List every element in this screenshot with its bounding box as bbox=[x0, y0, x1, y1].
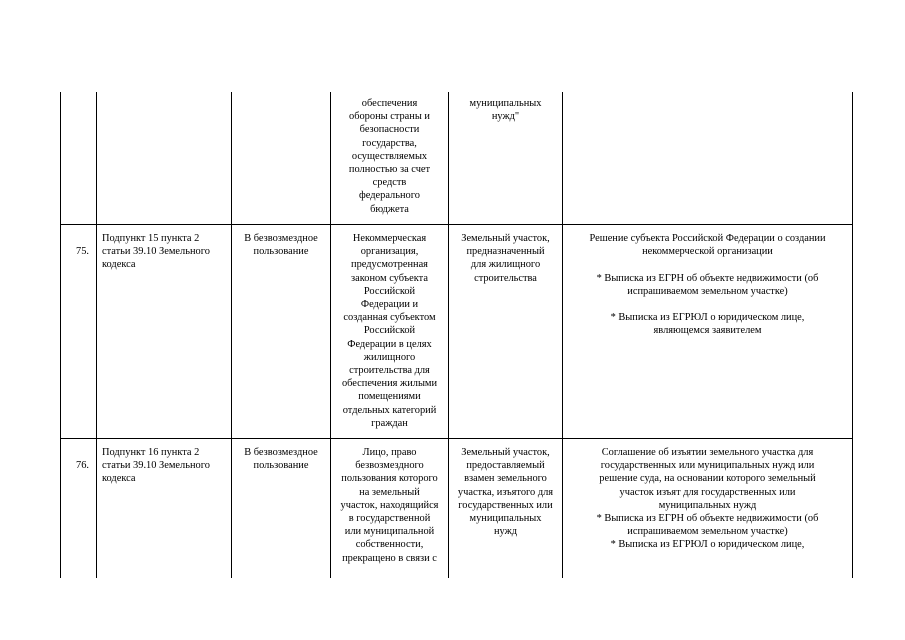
cell-text-line: кодекса bbox=[102, 473, 136, 485]
cell-text-line: * Выписка из ЕГРЮЛ о юридическом лице, bbox=[610, 312, 805, 324]
table-cell-recipient bbox=[331, 446, 448, 565]
cell-text-line: строительства для bbox=[349, 365, 430, 377]
cell-text-line: безвозмездного bbox=[355, 460, 424, 472]
cell-text-line: Российской bbox=[363, 285, 416, 297]
cell-text-line: взамен земельного bbox=[464, 473, 547, 485]
table-cell-documents bbox=[563, 232, 852, 338]
table-cell-number bbox=[61, 232, 89, 258]
cell-text-line: собственности, bbox=[355, 539, 424, 551]
table-border bbox=[60, 92, 61, 578]
table-cell-number bbox=[61, 446, 89, 472]
cell-text-line: предусмотренная bbox=[351, 259, 428, 271]
table-cell-recipient bbox=[331, 97, 448, 216]
cell-text-line: в государственной bbox=[348, 513, 431, 525]
cell-text-line: государства, bbox=[362, 137, 417, 149]
cell-text-line: испрашиваемом земельном участке) bbox=[627, 285, 788, 297]
cell-text-line: обороны страны и bbox=[349, 111, 430, 123]
table-cell-purpose bbox=[449, 97, 562, 123]
cell-text-line: пользование bbox=[253, 246, 309, 258]
table-cell-type bbox=[232, 446, 330, 472]
cell-text-line: созданная субъектом bbox=[343, 312, 436, 324]
cell-text-line: предназначенный bbox=[466, 246, 545, 258]
cell-text-line: нужд" bbox=[491, 111, 520, 123]
table-cell-documents bbox=[563, 446, 852, 552]
cell-text-line: осуществляемых bbox=[351, 150, 428, 162]
cell-text-line: прекращено в связи с bbox=[342, 552, 437, 564]
cell-text-line: государственных или bbox=[458, 499, 553, 511]
cell-text-line: Подпункт 16 пункта 2 bbox=[102, 447, 200, 458]
cell-text-line: муниципальных bbox=[469, 98, 542, 109]
cell-text-line: бюджета bbox=[370, 203, 409, 215]
cell-text-line: Российской bbox=[363, 325, 416, 337]
cell-text-line: или муниципальной bbox=[344, 526, 435, 538]
cell-text-line: Решение субъекта Российской Федерации о создании bbox=[589, 233, 826, 244]
cell-text-line: граждан bbox=[371, 417, 408, 429]
cell-text-line: законом субъекта bbox=[351, 272, 428, 284]
cell-text-line: * Выписка из ЕГРН об объекте недвижимости (об bbox=[596, 272, 819, 284]
table-border bbox=[60, 438, 853, 439]
cell-text-line: статьи 39.10 Земельного bbox=[102, 460, 210, 472]
cell-text-line: являющемся заявителем bbox=[653, 325, 762, 337]
table-border bbox=[852, 92, 853, 578]
cell-text-line: обеспечения жилыми bbox=[341, 378, 438, 390]
cell-text-line: муниципальных bbox=[469, 513, 542, 525]
cell-text-line: испрашиваемом земельном участке) bbox=[627, 526, 788, 538]
cell-text-line: государственных или муниципальных нужд или bbox=[600, 460, 815, 472]
cell-text-line: В безвозмездное bbox=[244, 447, 318, 458]
cell-text-line: пользования которого bbox=[341, 473, 438, 485]
cell-text-line: организация, bbox=[360, 246, 419, 258]
cell-text-line: средств bbox=[372, 177, 407, 189]
cell-text-line: пользование bbox=[253, 460, 309, 472]
table-cell-type bbox=[232, 232, 330, 258]
table-cell-basis bbox=[102, 446, 230, 486]
cell-text-line: В безвозмездное bbox=[244, 233, 318, 244]
cell-text-line: Соглашение об изъятии земельного участка для bbox=[601, 447, 814, 458]
cell-text-line: Лицо, право bbox=[362, 447, 417, 458]
cell-text-line: федерального bbox=[359, 190, 420, 202]
cell-text-line: * Выписка из ЕГРЮЛ о юридическом лице, bbox=[610, 539, 805, 551]
cell-text-line: помещениями bbox=[358, 391, 421, 403]
table-border bbox=[231, 92, 232, 578]
cell-text-line: отдельных категорий bbox=[342, 404, 437, 416]
cell-text-line: на земельный bbox=[359, 486, 420, 498]
cell-text-line: Федерации в целях bbox=[347, 338, 432, 350]
cell-text-line: Подпункт 15 пункта 2 bbox=[102, 233, 200, 244]
cell-text-line: Федерации и bbox=[360, 299, 419, 311]
cell-text-line: муниципальных нужд bbox=[658, 499, 757, 511]
cell-text-line bbox=[563, 258, 852, 271]
table-cell-basis bbox=[102, 232, 230, 272]
cell-text-line bbox=[563, 298, 852, 311]
cell-text-line: жилищного bbox=[363, 351, 416, 363]
cell-text-line: нужд bbox=[493, 526, 518, 538]
cell-text-line: кодекса bbox=[102, 259, 136, 271]
cell-text-line: Некоммерческая bbox=[352, 233, 427, 244]
cell-text-line: обеспечения bbox=[361, 98, 418, 109]
cell-text-line: для жилищного bbox=[470, 259, 541, 271]
cell-text-line: участок, находящийся bbox=[340, 499, 439, 511]
row-number: 76. bbox=[76, 460, 89, 472]
table-border bbox=[60, 224, 853, 225]
cell-text-line: участка, изъятого для bbox=[457, 486, 554, 498]
cell-text-line: некоммерческой организации bbox=[642, 246, 773, 258]
cell-text-line: Земельный участок, bbox=[461, 447, 550, 458]
cell-text-line: Земельный участок, bbox=[461, 233, 550, 244]
table-cell-purpose bbox=[449, 232, 562, 285]
table-border bbox=[96, 92, 97, 578]
cell-text-line: безопасности bbox=[359, 124, 420, 136]
cell-text-line: полностью за счет bbox=[348, 164, 431, 176]
table-cell-purpose bbox=[449, 446, 562, 538]
cell-text-line: * Выписка из ЕГРН об объекте недвижимости (об bbox=[596, 513, 819, 525]
cell-text-line: участок изъят для государственных или bbox=[619, 486, 796, 498]
row-number: 75. bbox=[76, 246, 89, 258]
cell-text-line: предоставляемый bbox=[466, 460, 545, 472]
cell-text-line: решение суда, на основании которого земельный bbox=[599, 473, 816, 485]
cell-text-line: строительства bbox=[474, 272, 537, 284]
table-cell-recipient bbox=[331, 232, 448, 430]
cell-text-line: статьи 39.10 Земельного bbox=[102, 246, 210, 258]
